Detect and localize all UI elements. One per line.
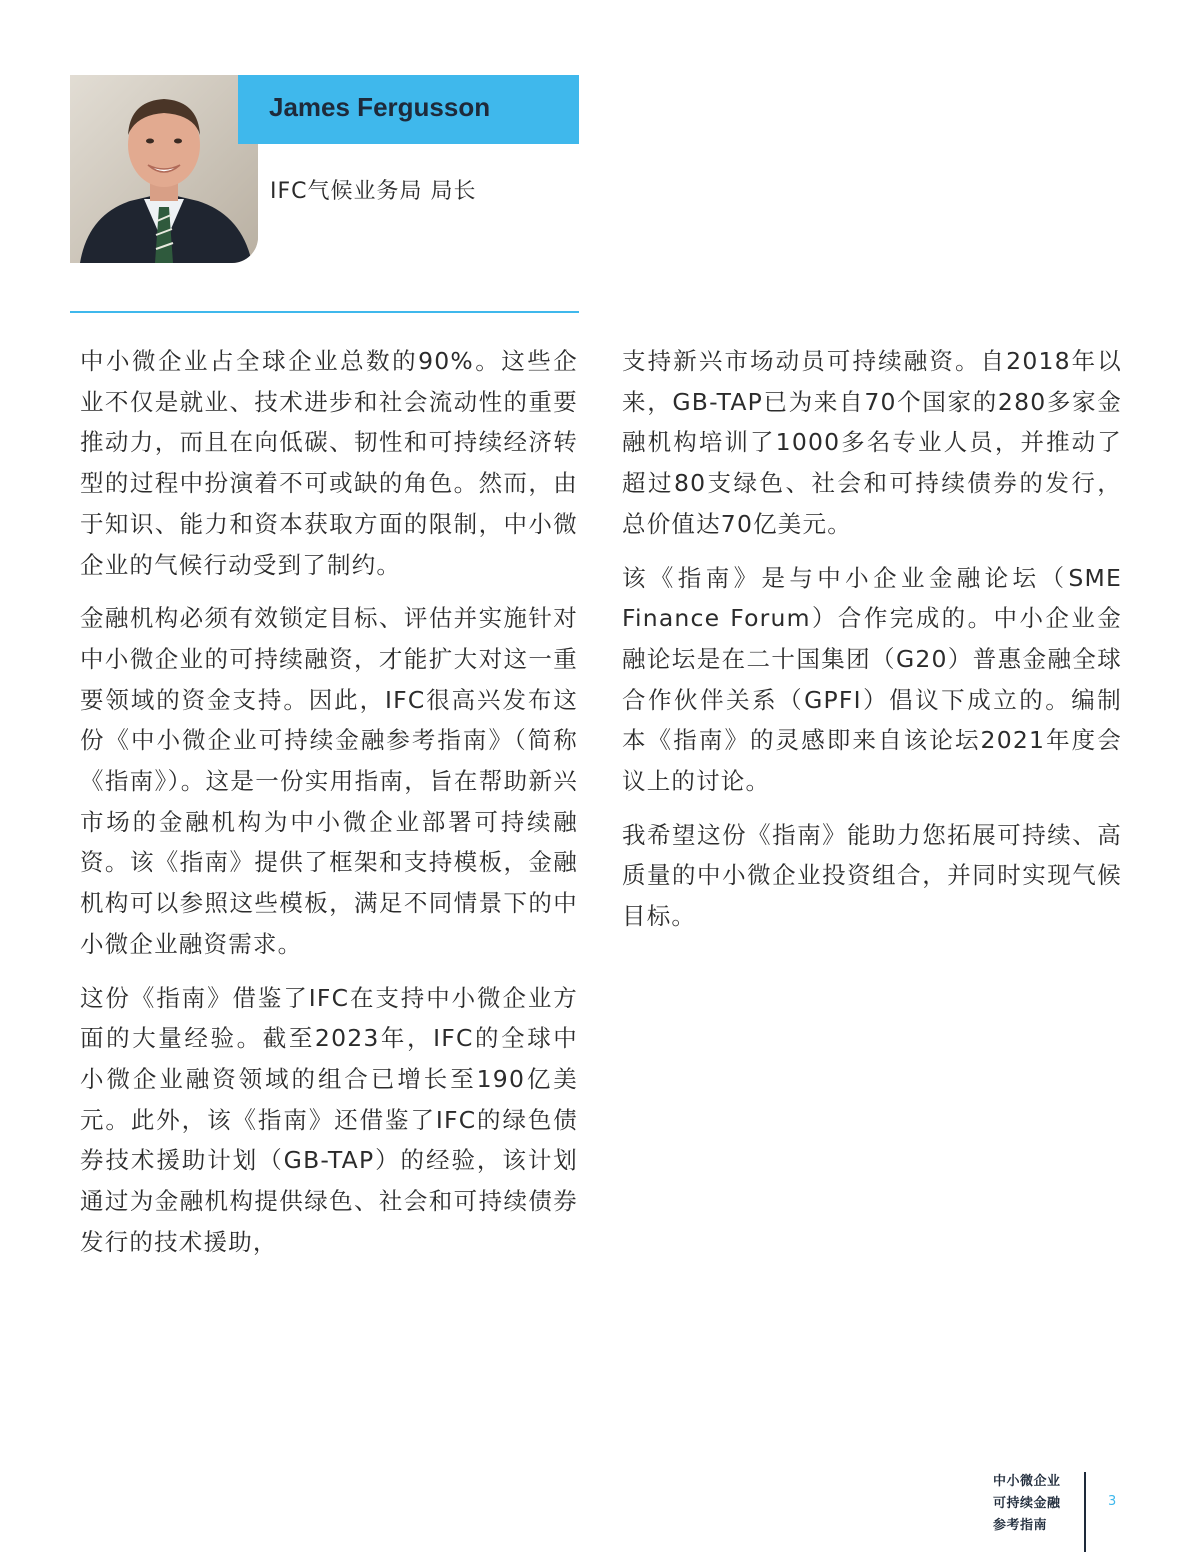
footer-title-line-3: 参考指南 xyxy=(993,1518,1048,1533)
right-paragraph-3: 我希望这份《指南》能助力您拓展可持续、高质量的中小微企业投资组合，并同时实现气候目标。 xyxy=(622,820,1122,931)
page-number: 3 xyxy=(1108,1494,1117,1509)
right-paragraph-1: 支持新兴市场动员可持续融资。自2018年以来，GB-TAP已为来自70个国家的280多家金融机构培训了1000多名专业人员，并推动了超过80支绿色、社会和可持续债券的发行，总价值达70亿美元。 xyxy=(622,347,1122,538)
profile-name: James Fergusson xyxy=(269,92,491,122)
left-paragraph-1: 中小微企业占全球企业总数的90%。这些企业不仅是就业、技术进步和社会流动性的重要推动力，而且在向低碳、韧性和可持续经济转型的过程中扮演着不可或缺的角色。然而，由于知识、能力和资本获取方面的限制，中小微企业的气候行动受到了制约。 xyxy=(80,347,578,579)
footer-document-title xyxy=(993,1471,1077,1537)
footer-divider xyxy=(1084,1472,1086,1552)
profile-role: IFC气候业务局 局长 xyxy=(270,179,477,204)
portrait-photo xyxy=(70,75,258,263)
name-banner xyxy=(238,75,579,144)
right-paragraph-2: 该《指南》是与中小企业金融论坛（SME Finance Forum）合作完成的。中小企业金融论坛是在二十国集团（G20）普惠金融全球合作伙伴关系（GPFI）倡议下成立的。编制本《指南》的灵感即来自该论坛2021年度会议上的讨论。 xyxy=(622,563,1122,796)
footer-title-line-1: 中小微企业 xyxy=(993,1474,1061,1489)
left-column xyxy=(80,341,578,1275)
footer-title-line-2: 可持续金融 xyxy=(993,1496,1061,1511)
portrait-illustration xyxy=(70,75,258,263)
right-column xyxy=(622,341,1122,950)
divider-line xyxy=(70,311,579,313)
left-paragraph-2: 金融机构必须有效锁定目标、评估并实施针对中小微企业的可持续融资，才能扩大对这一重要领域的资金支持。因此，IFC很高兴发布这份《中小微企业可持续金融参考指南》（简称《指南》）。这是一份实用指南，旨在帮助新兴市场的金融机构为中小微企业部署可持续融资。该《指南》提供了框架和支持模板，金融机构可以参照这些模板，满足不同情景下的中小微企业融资需求。 xyxy=(80,604,578,958)
left-paragraph-3: 这份《指南》借鉴了IFC在支持中小微企业方面的大量经验。截至2023年，IFC的全球中小微企业融资领域的组合已增长至190亿美元。此外，该《指南》还借鉴了IFC的绿色债券技术援助计划（GB-TAP）的经验，该计划通过为金融机构提供绿色、社会和可持续债券发行的技术援助， xyxy=(80,983,578,1256)
